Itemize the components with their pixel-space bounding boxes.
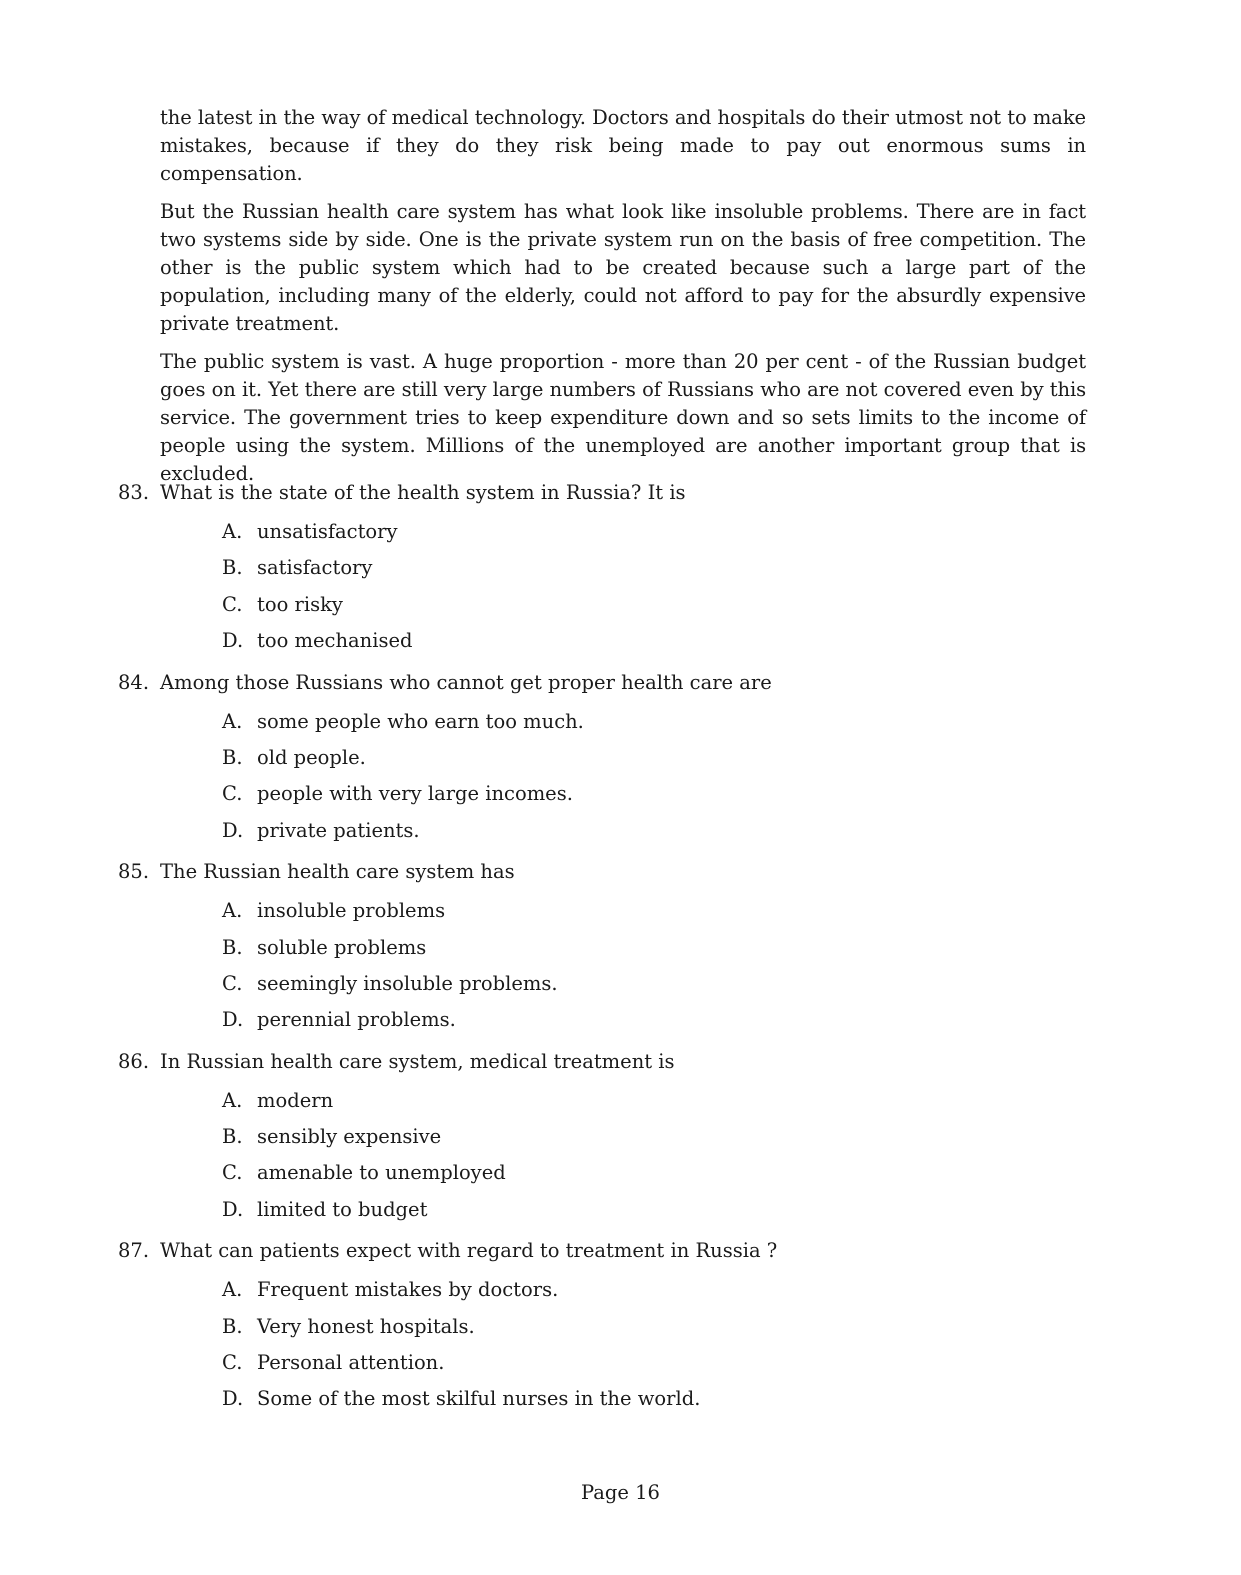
option-letter: A. <box>222 1088 243 1112</box>
question-84 <box>118 668 1086 850</box>
option-text: Some of the most skilful nurses in the world. <box>257 1387 701 1411</box>
option-c[interactable] <box>118 966 1086 1002</box>
option-text: Very honest hospitals. <box>257 1314 475 1338</box>
option-a[interactable] <box>118 1083 1086 1119</box>
option-text: soluble problems <box>257 935 427 959</box>
option-text: some people who earn too much. <box>257 709 584 733</box>
option-letter: A. <box>222 899 243 923</box>
option-b[interactable] <box>118 740 1086 776</box>
option-text: Frequent mistakes by doctors. <box>257 1278 559 1302</box>
option-d[interactable] <box>118 1192 1086 1228</box>
option-list <box>118 1083 1086 1229</box>
option-text: perennial problems. <box>257 1008 456 1032</box>
question-87 <box>118 1236 1086 1418</box>
option-list <box>118 704 1086 850</box>
option-text: Personal attention. <box>257 1351 445 1375</box>
option-letter: D. <box>222 818 244 842</box>
option-b[interactable] <box>118 1119 1086 1155</box>
option-c[interactable] <box>118 1155 1086 1191</box>
page-number: Page 16 <box>581 1481 660 1504</box>
option-d[interactable] <box>118 623 1086 659</box>
option-a[interactable] <box>118 514 1086 550</box>
question-number: 85. <box>118 860 150 884</box>
question-83 <box>118 478 1086 660</box>
option-text: seemingly insoluble problems. <box>257 971 558 995</box>
question-stem <box>118 668 1086 698</box>
question-text: The Russian health care system has <box>160 860 515 884</box>
option-d[interactable] <box>118 1002 1086 1038</box>
option-list <box>118 514 1086 660</box>
option-letter: C. <box>222 1161 243 1185</box>
option-letter: D. <box>222 1387 244 1411</box>
option-text: insoluble problems <box>257 899 446 923</box>
option-c[interactable] <box>118 587 1086 623</box>
option-text: unsatisfactory <box>257 520 398 543</box>
option-list <box>118 893 1086 1039</box>
question-list <box>118 478 1086 1426</box>
question-number: 83. <box>118 481 150 504</box>
passage-paragraph: the latest in the way of medical technology. Doctors and hospitals do their utmost not to make mistakes, because if they do they risk being made to pay out enormous sums in compensation. <box>160 106 1086 186</box>
question-stem <box>118 478 1086 508</box>
question-stem <box>118 1047 1086 1077</box>
option-b[interactable] <box>118 550 1086 586</box>
option-letter: B. <box>222 1314 243 1338</box>
option-d[interactable] <box>118 1381 1086 1417</box>
option-list <box>118 1272 1086 1418</box>
question-number: 87. <box>118 1239 150 1263</box>
option-letter: D. <box>222 1197 244 1221</box>
option-letter: B. <box>222 556 243 580</box>
option-letter: A. <box>222 520 243 543</box>
question-number: 84. <box>118 670 150 694</box>
question-stem <box>118 1236 1086 1266</box>
question-text: What can patients expect with regard to treatment in Russia ? <box>160 1239 778 1263</box>
option-letter: B. <box>222 1125 243 1149</box>
option-letter: A. <box>222 1278 243 1302</box>
option-letter: C. <box>222 1351 243 1375</box>
option-letter: C. <box>222 971 243 995</box>
option-text: private patients. <box>257 818 420 842</box>
question-text: What is the state of the health system in Russia? It is <box>160 481 686 504</box>
option-text: people with very large incomes. <box>257 782 573 806</box>
passage-paragraph: But the Russian health care system has what look like insoluble problems. There are in fact two systems side by side. One is the private system run on the basis of free competition. The other is the public system which had to be created because such a large part of the population, including many of the elderly, could not afford to pay for the absurdly expensive private treatment. <box>160 199 1086 336</box>
passage-paragraph: The public system is vast. A huge proportion - more than 20 per cent - of the Russian budget goes on it. Yet there are still very large numbers of Russians who are not covered even by this service. The government tries to keep expenditure down and so sets limits to the income of people using the system. Millions of the unemployed are another important group that is excluded. <box>160 349 1086 486</box>
option-a[interactable] <box>118 893 1086 929</box>
question-85 <box>118 857 1086 1039</box>
question-number: 86. <box>118 1049 150 1073</box>
question-text: Among those Russians who cannot get proper health care are <box>160 670 772 694</box>
question-stem <box>118 857 1086 887</box>
option-text: modern <box>257 1088 334 1112</box>
option-c[interactable] <box>118 1345 1086 1381</box>
option-d[interactable] <box>118 813 1086 849</box>
option-text: sensibly expensive <box>257 1125 442 1149</box>
option-a[interactable] <box>118 1272 1086 1308</box>
option-letter: D. <box>222 629 244 653</box>
option-text: too risky <box>257 592 343 616</box>
option-letter: C. <box>222 782 243 806</box>
option-letter: B. <box>222 745 243 769</box>
option-letter: B. <box>222 935 243 959</box>
reading-passage <box>160 104 1086 498</box>
option-b[interactable] <box>118 1309 1086 1345</box>
option-letter: A. <box>222 709 243 733</box>
question-86 <box>118 1047 1086 1229</box>
option-text: too mechanised <box>257 629 413 653</box>
option-text: amenable to unemployed <box>257 1161 506 1185</box>
option-b[interactable] <box>118 930 1086 966</box>
option-c[interactable] <box>118 776 1086 812</box>
question-text: In Russian health care system, medical treatment is <box>160 1049 675 1073</box>
option-letter: C. <box>222 592 243 616</box>
option-text: limited to budget <box>257 1197 428 1221</box>
option-a[interactable] <box>118 704 1086 740</box>
option-text: old people. <box>257 745 366 769</box>
option-letter: D. <box>222 1008 244 1032</box>
option-text: satisfactory <box>257 556 373 580</box>
